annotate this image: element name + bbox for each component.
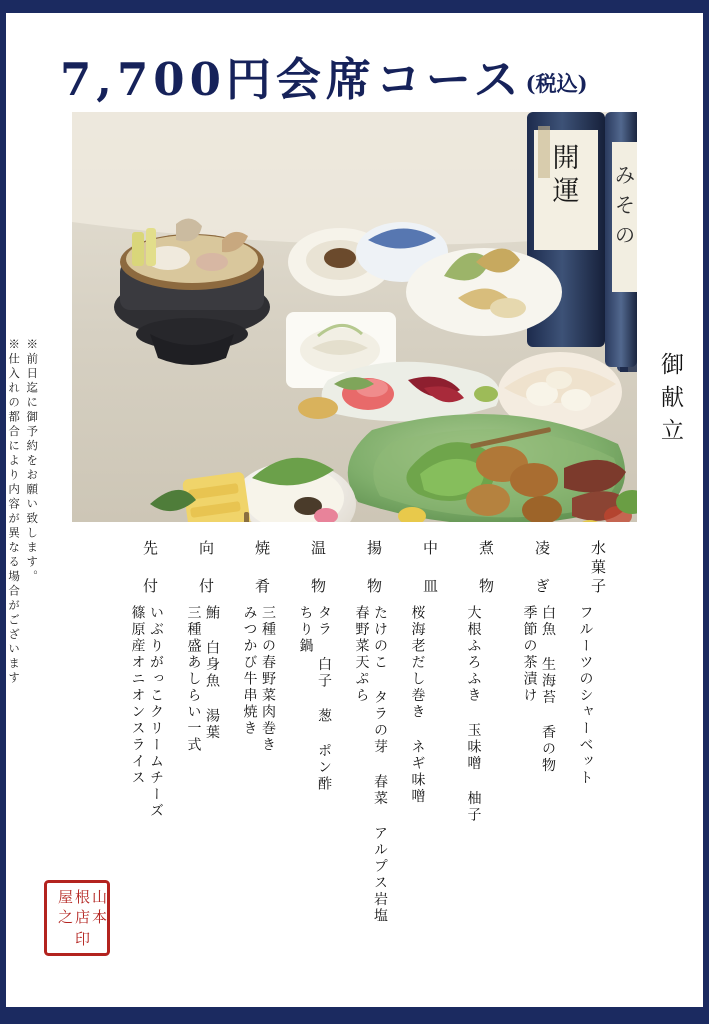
menu-list bbox=[127, 540, 631, 960]
shop-seal-icon bbox=[44, 880, 110, 956]
menu-item: いぶりがっこクリームチーズ bbox=[148, 605, 164, 820]
menu-course-label: 温 物 bbox=[309, 540, 327, 597]
menu-course-mukouzuke bbox=[183, 540, 239, 754]
menu-course-mizugashi bbox=[575, 540, 631, 787]
menu-item: 篠原産オニオンスライス bbox=[129, 605, 146, 787]
menu-item: ちり鍋 bbox=[297, 605, 314, 655]
menu-item: 大根ふろふき 玉味噌 柚子 bbox=[465, 605, 482, 824]
menu-item: たけのこ タラの芽 春菜 アルプス岩塩 bbox=[372, 605, 388, 925]
menu-course-label: 焼 肴 bbox=[253, 540, 271, 597]
menu-heading: 御献立 bbox=[657, 352, 683, 451]
course-photo bbox=[72, 112, 637, 522]
menu-course-agemono bbox=[351, 540, 407, 925]
page-title-tax-note: (税込) bbox=[525, 71, 588, 96]
svg-text:の: の bbox=[615, 223, 635, 247]
svg-text:根: 根 bbox=[75, 888, 91, 906]
svg-text:運: 運 bbox=[552, 176, 580, 207]
menu-course-sakizuke bbox=[127, 540, 183, 820]
left-notes bbox=[6, 338, 40, 978]
menu-course-label: 中 皿 bbox=[421, 540, 439, 597]
menu-course-items bbox=[183, 605, 220, 754]
menu-item: 季節の茶漬け bbox=[521, 605, 538, 704]
svg-text:本: 本 bbox=[92, 908, 108, 926]
menu-item: 桜海老だし巻き ネギ味噌 bbox=[409, 605, 426, 805]
menu-course-nimono bbox=[463, 540, 519, 824]
menu-course-label: 水菓子 bbox=[589, 540, 607, 597]
menu-course-items bbox=[575, 605, 594, 787]
menu-course-items bbox=[127, 605, 164, 820]
svg-text:そ: そ bbox=[615, 193, 635, 217]
menu-course-items bbox=[463, 605, 482, 824]
menu-course-label: 先 付 bbox=[141, 540, 159, 597]
svg-text:印: 印 bbox=[75, 930, 91, 948]
page-title-main: 7,700円会席コース bbox=[60, 53, 524, 106]
svg-text:店: 店 bbox=[75, 908, 91, 926]
note-reservation: ※前日迄に御予約をお願い致します。 bbox=[25, 338, 40, 585]
menu-item: 三種の春野菜肉巻き bbox=[260, 605, 276, 754]
menu-course-items bbox=[239, 605, 276, 754]
page-title bbox=[60, 38, 660, 106]
menu-course-items bbox=[295, 605, 332, 793]
menu-item: 鮪 白身魚 湯葉 bbox=[204, 605, 220, 741]
menu-item: フルーツのシャーベット bbox=[577, 605, 594, 787]
menu-course-yakizakana bbox=[239, 540, 295, 754]
menu-item: 三種盛あしらい一式 bbox=[185, 605, 202, 754]
menu-course-label: 凌 ぎ bbox=[533, 540, 551, 597]
menu-course-items bbox=[519, 605, 556, 774]
menu-course-items bbox=[351, 605, 388, 925]
svg-text:之: 之 bbox=[58, 908, 74, 926]
menu-course-shinogi bbox=[519, 540, 575, 774]
frame-right-bar bbox=[703, 0, 709, 1024]
svg-text:山: 山 bbox=[92, 888, 108, 906]
menu-course-nakazara bbox=[407, 540, 463, 805]
svg-text:み: み bbox=[615, 163, 635, 187]
menu-item: みつかび牛串焼き bbox=[241, 605, 258, 737]
menu-course-label: 向 付 bbox=[197, 540, 215, 597]
frame-bottom-bar bbox=[0, 1007, 709, 1024]
frame-top-bar bbox=[0, 0, 709, 13]
menu-course-atsumono bbox=[295, 540, 351, 793]
note-substitution: ※仕入れの都合により内容が異なる場合がございます bbox=[7, 338, 22, 686]
svg-text:開: 開 bbox=[552, 143, 580, 174]
svg-text:屋: 屋 bbox=[58, 888, 74, 906]
menu-item: 春野菜天ぷら bbox=[353, 605, 370, 704]
menu-course-label: 揚 物 bbox=[365, 540, 383, 597]
menu-item: 白魚 生海苔 香の物 bbox=[540, 605, 556, 774]
menu-course-label: 煮 物 bbox=[477, 540, 495, 597]
menu-item: タラ 白子 葱 ポン酢 bbox=[316, 605, 332, 793]
menu-course-items bbox=[407, 605, 426, 805]
